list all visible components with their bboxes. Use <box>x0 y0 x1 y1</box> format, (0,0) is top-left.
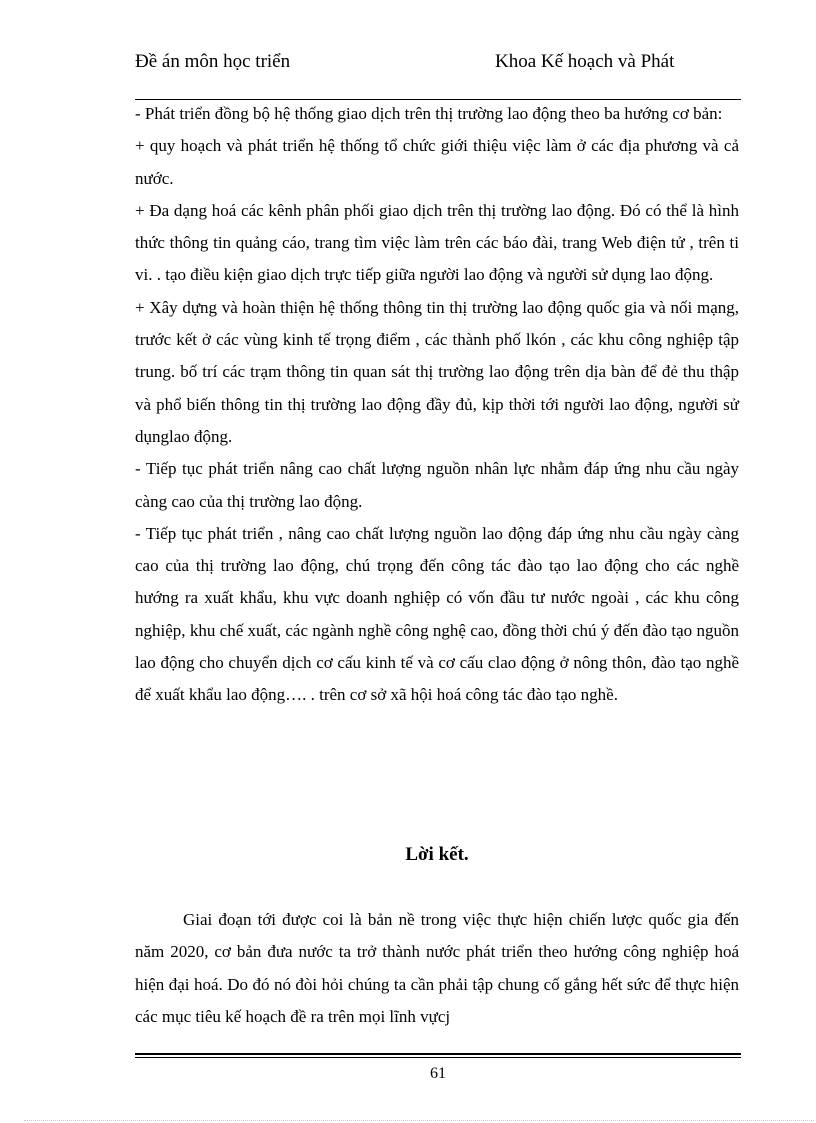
page-number: 61 <box>430 1065 446 1082</box>
paragraph: - Tiếp tục phát triển nâng cao chất lượng nguồn nhân lực nhằm đáp ứng nhu cầu ngày càng cao của thị trường lao động. <box>135 459 739 511</box>
document-body <box>135 98 739 712</box>
conclusion-paragraph: Giai đoạn tới được coi là bản nề trong việc thực hiện chiến lược quốc gia đến năm 2020, cơ bản đưa nước ta trở thành nước phát triển theo hướng công nghiệp hoá hiện đại hoá. Do đó nó đòi hỏi chúng ta cần phải tập chung cố gắng hết sức để thực hiện các mục tiêu kế hoạch đề ra trên mọi lĩnh vựcj <box>135 910 739 1026</box>
footer-divider-thick <box>135 1053 741 1055</box>
conclusion-body <box>135 904 739 1033</box>
footer-divider-thin <box>135 1057 741 1058</box>
conclusion-heading: Lời kết. <box>405 844 469 865</box>
paragraph: + Đa dạng hoá các kênh phân phối giao dịch trên thị trường lao động. Đó có thể là hình thức thông tin quảng cáo, trang tìm việc làm trên các báo đài, trang Web điện tử , trên ti vi. . tạo điều kiện giao dịch trực tiếp giữa người lao động và người sử dụng lao động. <box>135 200 739 285</box>
paragraph: - Tiếp tục phát triển , nâng cao chất lượng nguồn lao động đáp ứng nhu cầu ngày càng cao của thị trường lao động, chú trọng đến công tác đào tạo lao động cho các nghề hướng ra xuất khẩu, khu vực doanh nghiệp có vốn đầu tư nước ngoài , các khu công nghiệp, khu chế xuất, các ngành nghề công nghệ cao, đồng thời chú ý đến đào tạo nguồn lao động cho chuyển dịch cơ cấu kinh tế và cơ cấu clao động ở nông thôn, đào tạo nghề để xuất khẩu lao động…. . trên cơ sở xã hội hoá công tác đào tạo nghề. <box>135 523 739 705</box>
page-edge-divider <box>24 1120 814 1121</box>
header-department: Khoa Kế hoạch và Phát <box>495 51 675 72</box>
paragraph: + Xây dựng và hoàn thiện hệ thống thông tin thị trường lao động quốc gia và nối mạng, trước kết ở các vùng kinh tế trọng điểm , các thành phố lkón , các khu công nghiệp tập trung. bố trí các trạm thông tin quan sát thị trường lao động trên dịa bàn để đẻ thu thập và phổ biến thông tin thị trường lao động đầy đủ, kịp thời tới người lao động, người sử dụnglao động. <box>135 297 739 446</box>
paragraph: - Phát triển đồng bộ hệ thống giao dịch trên thị trường lao động theo ba hướng cơ bản: <box>135 104 723 123</box>
header-course-title: Đề án môn học triển <box>135 51 291 72</box>
page-header <box>135 50 741 100</box>
paragraph: + quy hoạch và phát triển hệ thống tổ chức giới thiệu việc làm ở các địa phương và cả nước. <box>135 136 739 188</box>
